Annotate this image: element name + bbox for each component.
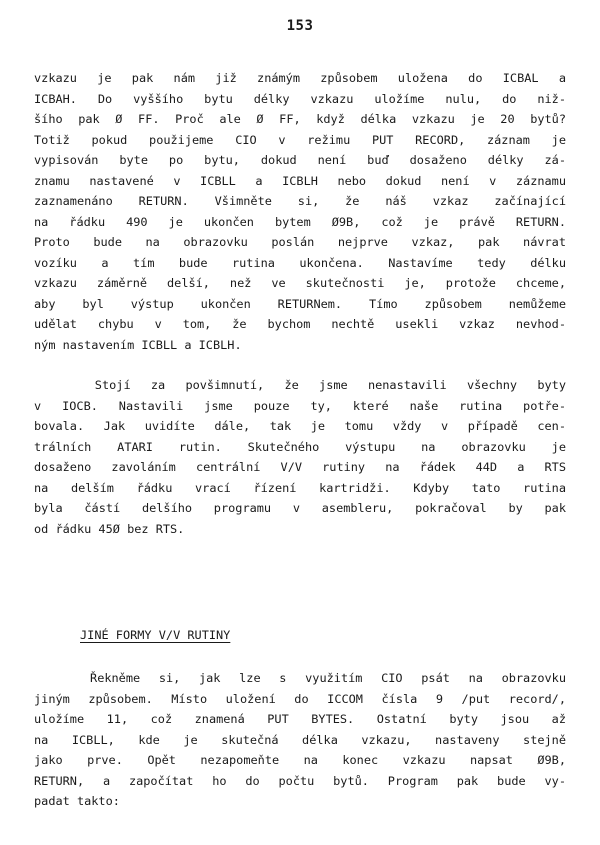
text-line: znamu nastavené v ICBLL a ICBLH nebo dokud není v záznamu: [34, 173, 566, 188]
text-line: na řádku 490 je ukončen bytem Ø9B, což je právě RETURN.: [34, 214, 566, 229]
text-line: Řekněme si, jak lze s využitím CIO psát na obrazovku: [34, 671, 566, 685]
text-line: jako prve. Opět nezapomeňte na konec vzkazu napsat Ø9B,: [34, 753, 566, 767]
text-line: trálních ATARI rutin. Skutečného výstupu na obrazovku je: [34, 439, 566, 454]
text-line: vzkazu je pak nám již známým způsobem uložena do ICBAL a: [34, 71, 566, 85]
text-line: Totiž pokud použijeme CIO v režimu PUT RECORD, záznam je: [34, 132, 566, 147]
text-line: ICBAH. Do vyššího bytu délky vzkazu uložíme nulu, do niž-: [34, 91, 566, 106]
text-line: na delším řádku vrací řízení kartridži. Kdyby tato rutina: [34, 480, 566, 495]
text-line: na ICBLL, kde je skutečná délka vzkazu, nastaveny stejně: [34, 732, 566, 747]
text-line: jiným způsobem. Místo uložení do ICCOM čísla 9 /put record/,: [34, 691, 566, 706]
text-line: vzkazu záměrně delší, než ve skutečnosti je, protože chceme,: [34, 276, 566, 290]
text-line: zaznamenáno RETURN. Všimněte si, že náš vzkaz začínající: [34, 194, 566, 208]
text-line: aby byl výstup ukončen RETURNem. Tímo způsobem nemůžeme: [34, 296, 566, 311]
text-line: dosaženo zavoláním centrální V/V rutiny na řádek 44D a RTS: [34, 460, 566, 474]
text-line: vypisován byte po bytu, dokud není buď dosaženo délky zá-: [34, 153, 566, 167]
text-line: od řádku 45Ø bez RTS.: [34, 521, 185, 536]
text-line: bovala. Jak uvidíte dále, tak je tomu vždy v případě cen-: [34, 419, 566, 433]
text-line: ným nastavením ICBLL a ICBLH.: [34, 337, 242, 352]
text-line: Proto bude na obrazovku poslán nejprve vzkaz, pak návrat: [34, 235, 566, 249]
text-line: uložíme 11, což znamená PUT BYTES. Ostatní byty jsou až: [34, 712, 566, 726]
page-number: 153: [286, 18, 314, 34]
text-line: šího pak Ø FF. Proč ale Ø FF, když délka vzkazu je 20 bytů?: [34, 112, 566, 126]
text-line: byla částí delšího programu v asembleru, pokračoval by pak: [34, 501, 566, 515]
text-line: udělat chybu v tom, že bychom nechtě usekli vzkaz nevhod-: [34, 317, 566, 331]
section-heading: JINÉ FORMY V/V RUTINY: [80, 628, 231, 642]
text-line: vozíku a tím bude rutina ukončena. Nastavíme tedy délku: [34, 255, 566, 270]
text-line: Stojí za povšimnutí, že jsme nenastavili všechny byty: [34, 378, 566, 392]
text-line: RETURN, a započítat ho do počtu bytů. Program pak bude vy-: [34, 773, 566, 788]
text-line: padat takto:: [34, 794, 120, 808]
text-line: v IOCB. Nastavili jsme pouze ty, které naše rutina potře-: [34, 398, 566, 413]
